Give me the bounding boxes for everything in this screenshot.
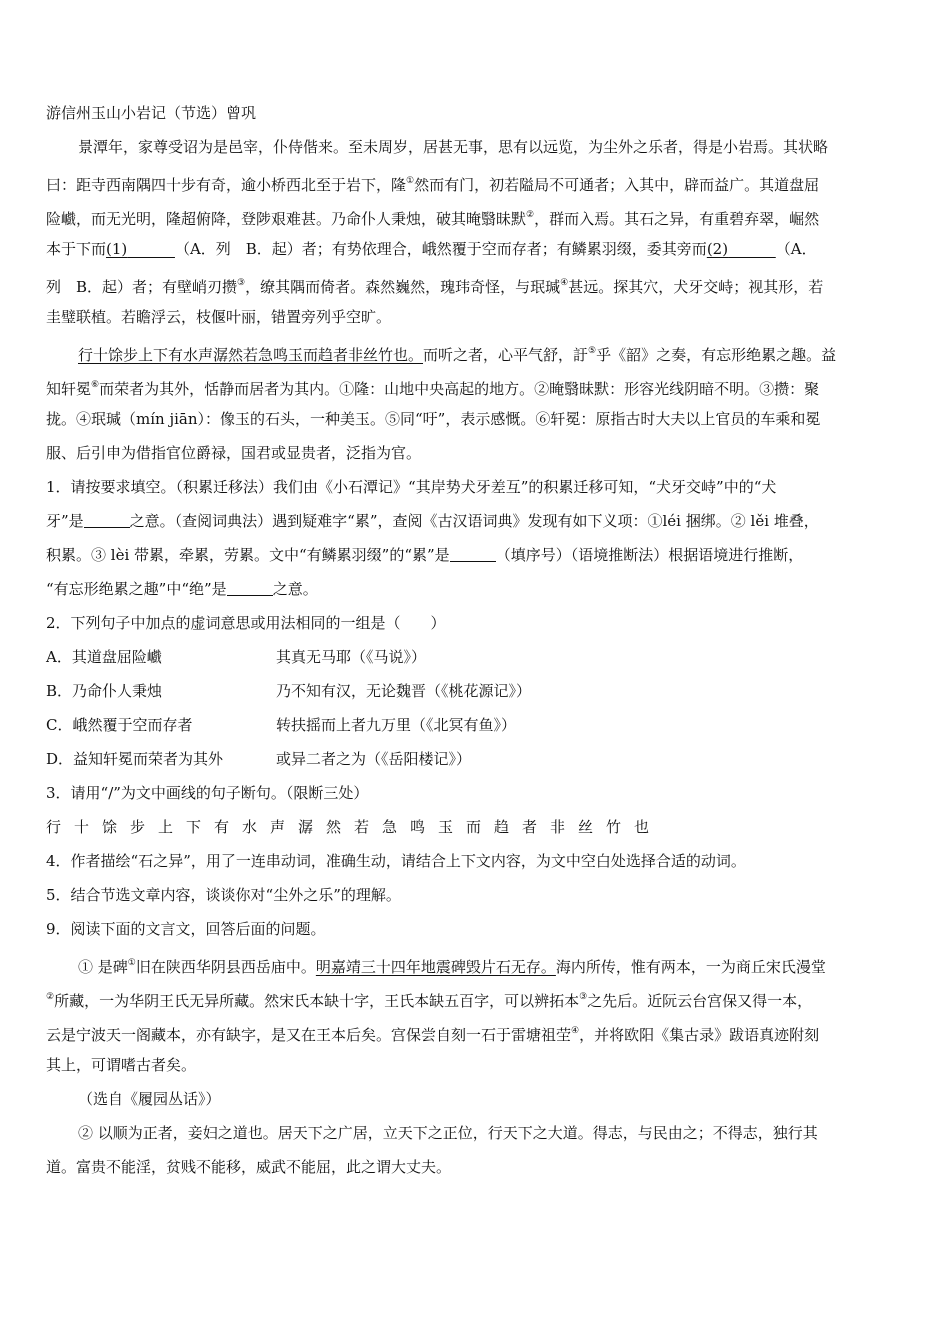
blank-1[interactable]	[106, 240, 175, 258]
text-segment: 4．作者描绘“石之异”，用了一连串动词，准确生动，请结合上下文内容，为文中空白处选择合适的动词。	[46, 852, 746, 870]
text-segment: ① 是碑	[78, 958, 128, 976]
text-segment: 旧在陕西华阴县西岳庙中。	[135, 958, 316, 976]
text-segment: 其真无马耶（《马说》）	[276, 648, 427, 666]
text-segment: D．益知轩冕而荣者为其外	[46, 750, 224, 768]
passage-line	[46, 368, 914, 402]
question-1-line	[46, 572, 914, 606]
question-4	[46, 844, 914, 878]
text-segment: 道。富贵不能淫，贫贱不能移，威武不能屈，此之谓大丈夫。	[46, 1158, 452, 1176]
text-segment: 所藏，一为华阴王氏无异所藏。然宋氏本缺十字，王氏本缺五百字，可以辨拓本	[54, 992, 580, 1010]
passage-line	[46, 1150, 914, 1184]
passage-line	[46, 980, 914, 1014]
passage-line	[46, 130, 914, 164]
question-9-stem	[46, 912, 914, 946]
footnote-marker: ②	[46, 992, 55, 1002]
passage-line	[46, 1116, 914, 1150]
text-segment: 转扶摇而上者九万里（《北冥有鱼》）	[276, 716, 517, 734]
option-c[interactable]	[46, 708, 914, 742]
text-segment: 其上，可谓嗜古者矣。	[46, 1056, 197, 1074]
text-segment: 而听之者，心平气舒，訏	[423, 346, 589, 364]
text-segment: 本于下而	[46, 240, 107, 258]
text-segment: 列 B．起）者；有壁峭刃攒	[46, 278, 238, 296]
text-segment: 服、后引申为借指官位爵禄，国君或显贵者，泛指为官。	[46, 444, 422, 462]
text-segment: ② 以顺为正者，妾妇之道也。居天下之广居，立天下之正位，行天下之大道。得志，与民由之；不得志，独行其	[78, 1124, 818, 1142]
text-segment: 圭璧联植。若瞻浮云，枝偃叶丽，错置旁列乎空旷。	[46, 308, 392, 326]
answer-blank[interactable]	[84, 512, 130, 528]
text-segment: (2)	[706, 240, 729, 258]
text-segment: (1)	[106, 240, 128, 258]
text-segment: 2．下列句子中加点的虚词意思或用法相同的一组是（ ）	[46, 614, 446, 632]
passage-line	[46, 232, 914, 266]
question-1-line	[46, 504, 914, 538]
footnote-marker: ④	[571, 1026, 580, 1036]
passage-line	[46, 266, 914, 300]
footnote-marker: ①	[127, 958, 136, 968]
text-segment: 之意。	[272, 580, 318, 598]
question-1-line	[46, 470, 914, 504]
passage-line	[46, 946, 914, 980]
text-segment: 知轩冕	[46, 380, 92, 398]
text-segment: 9．阅读下面的文言文，回答后面的问题。	[46, 920, 326, 938]
passage-line	[46, 334, 914, 368]
text-segment: 牙”是	[46, 512, 84, 530]
text-segment: （填序号）（语境推断法）根据语境进行推断，	[495, 546, 804, 564]
option-a[interactable]	[46, 640, 914, 674]
footnote-marker: ④	[560, 278, 569, 288]
underlined-sentence: 行十馀步上下有水声潺然若急鸣玉而趋者非丝竹也。	[78, 346, 424, 364]
footnote-marker: ⑥	[91, 380, 100, 390]
text-segment: 海内所传，惟有两本，一为商丘宋氏漫堂	[555, 958, 826, 976]
footnote-marker: ①	[406, 176, 415, 186]
answer-blank[interactable]	[450, 546, 496, 562]
source-note	[46, 1082, 914, 1116]
text-segment: 游信州玉山小岩记（节选）曾巩	[46, 104, 257, 122]
text-segment: “有忘形绝累之趣”中“绝”是	[46, 580, 227, 598]
text-segment: 景潭年，家尊受诏为是邑宰，仆侍偕来。至未周岁，居甚无事，思有以远览，为尘外之乐者，得是小岩焉。其状略	[78, 138, 829, 156]
passage-line	[46, 198, 914, 232]
text-segment: 之意。（查阅词典法）遇到疑难字“累”，查阅《古汉语词典》发现有如下义项：①léi 捆绑。② lěi 堆叠，	[129, 512, 819, 530]
text-segment: 险巇，而无光明，隆超俯降，登陟艰难甚。乃命仆人秉烛，破其晻翳昧默	[46, 210, 527, 228]
option-d[interactable]	[46, 742, 914, 776]
footnote-marker: ⑤	[588, 346, 597, 356]
passage-line	[46, 436, 914, 470]
text-segment: 积累。③ lèi 带累，牵累，劳累。文中“有鳞累羽缀”的“累”是	[46, 546, 450, 564]
text-segment: 拢。④珉瑊（mín jiān）：像玉的石头，一种美玉。⑤同“吁”，表示感慨。⑥轩冕：原指古时大夫以上官员的车乘和冕	[46, 410, 821, 428]
text-segment: ，缭其隅而倚者。森然巍然，瑰玮奇怪，与珉瑊	[245, 278, 561, 296]
text-segment: ，并将欧阳《集古录》跋语真迹附刻	[579, 1026, 820, 1044]
blank-2[interactable]	[707, 240, 776, 258]
passage-title	[46, 96, 914, 130]
passage-line	[46, 1014, 914, 1048]
question-1-line	[46, 538, 914, 572]
text-segment: A．其道盘屈险巇	[46, 648, 162, 666]
footnote-marker: ③	[237, 278, 246, 288]
text-segment: B．乃命仆人秉烛	[46, 682, 163, 700]
text-segment: （A．列 B．起）者；有势依理合，峨然覆于空而存者；有鳞累羽缀，委其旁而	[174, 240, 707, 258]
text-segment: 行十馀步上下有水声潺然若急鸣玉而趋者非丝竹也	[46, 818, 663, 836]
segmentation-chars[interactable]	[46, 810, 914, 844]
question-2-stem	[46, 606, 914, 640]
text-segment: 5．结合节选文章内容，谈谈你对“尘外之乐”的理解。	[46, 886, 401, 904]
passage-line	[46, 300, 914, 334]
text-segment: ，群而入焉。其石之异，有重碧弃翠，崛然	[534, 210, 820, 228]
text-segment: 甚远。探其穴，犬牙交峙；视其形，若	[568, 278, 824, 296]
text-segment: 乎《韶》之奏，有忘形绝累之趣。益	[596, 346, 837, 364]
passage-line	[46, 402, 914, 436]
text-segment: （A．	[775, 240, 817, 258]
text-segment: 然而有门，初若隘局不可通者；入其中，辟而益广。其道盘屈	[414, 176, 820, 194]
footnote-marker: ③	[579, 992, 588, 1002]
text-segment: 乃不知有汉，无论魏晋（《桃花源记》）	[276, 682, 532, 700]
text-segment: 之先后。近阮云台宫保又得一本，	[587, 992, 813, 1010]
text-segment: 云是宁波天一阁藏本，亦有缺字，是又在王本后矣。宫保尝自刻一石于雷塘祖茔	[46, 1026, 572, 1044]
question-5	[46, 878, 914, 912]
passage-line	[46, 164, 914, 198]
text-segment: 1．请按要求填空。（积累迁移法）我们由《小石潭记》“其岸势犬牙差互”的积累迁移可知，“犬牙交峙”中的“犬	[46, 478, 777, 496]
underlined-sentence: 明嘉靖三十四年地震碑毁片石无存。	[315, 958, 556, 976]
document-page	[46, 96, 914, 1184]
passage-line	[46, 1048, 914, 1082]
text-segment: （选自《履园丛话》）	[78, 1090, 221, 1108]
question-3-stem	[46, 776, 914, 810]
text-segment: C．峨然覆于空而存者	[46, 716, 193, 734]
text-segment: 曰：距寺西南隅四十步有奇，逾小桥西北至于岩下，隆	[46, 176, 407, 194]
text-segment: 3．请用“/”为文中画线的句子断句。（限断三处）	[46, 784, 369, 802]
text-segment: 而荣者为其外，恬静而居者为其内。①隆：山地中央高起的地方。②晻翳昧默：形容光线阴暗不明。③攒：聚	[99, 380, 820, 398]
option-b[interactable]	[46, 674, 914, 708]
text-segment: 或异二者之为（《岳阳楼记》）	[276, 750, 472, 768]
footnote-marker: ②	[526, 210, 535, 220]
answer-blank[interactable]	[227, 580, 273, 596]
